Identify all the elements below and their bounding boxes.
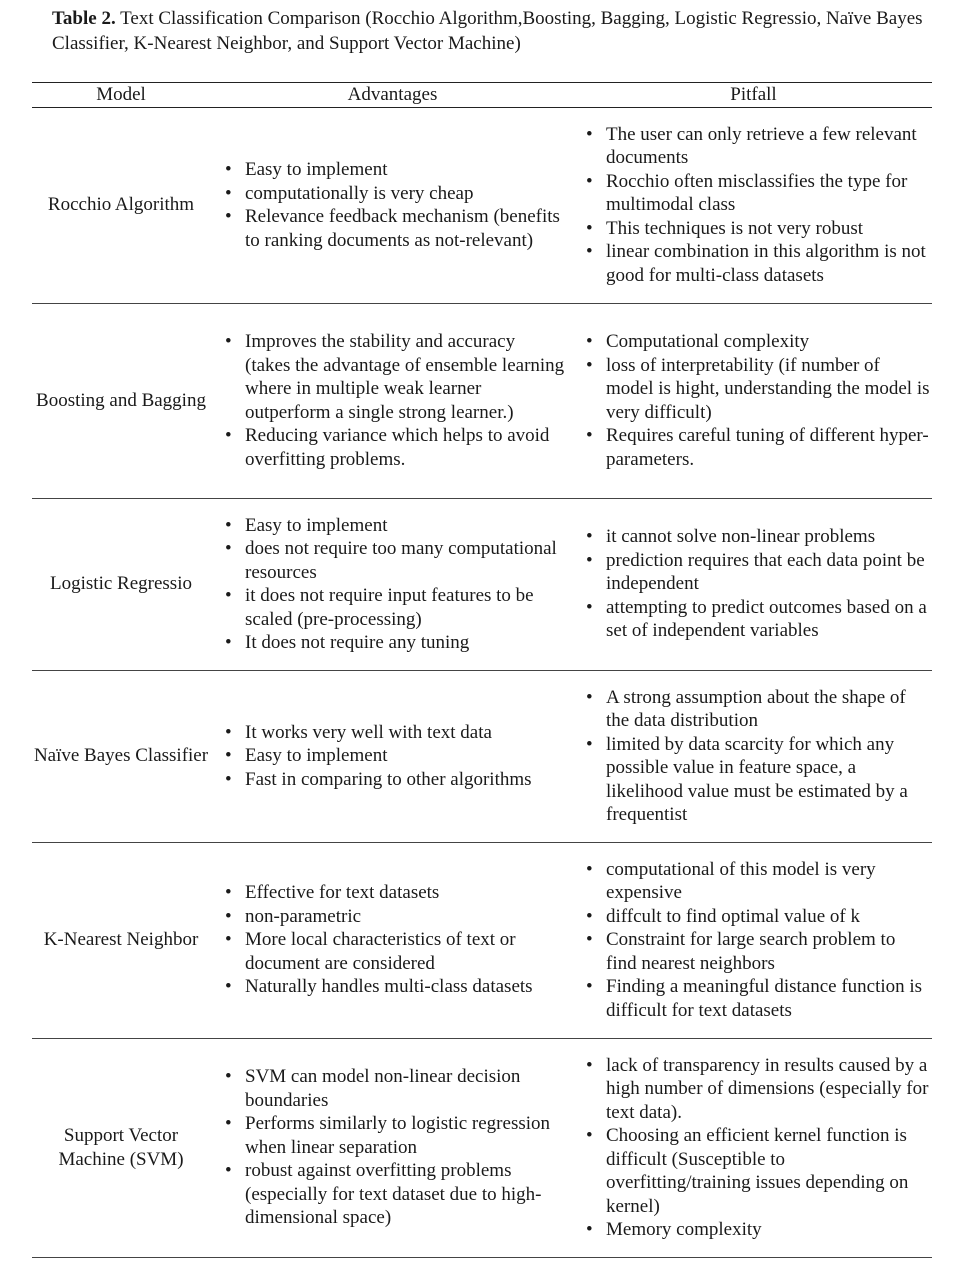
advantages-list	[210, 158, 575, 252]
table-row	[32, 1038, 932, 1257]
advantage-item: • More local characteristics of text or document are considered	[210, 928, 575, 975]
pitfalls-list	[575, 525, 932, 643]
pitfalls-list	[575, 123, 932, 288]
advantages-list	[210, 721, 575, 792]
advantage-item: • robust against overfitting problems (especially for text dataset due to high-dimensional space)	[210, 1159, 575, 1230]
caption-label: Table 2.	[52, 8, 116, 29]
model-cell: Support Vector Machine (SVM)	[32, 1038, 210, 1257]
header-row	[32, 83, 932, 108]
pitfall-item: • Choosing an efficient kernel function is difficult (Susceptible to overfitting/training issues depending on kernel)	[575, 1124, 932, 1218]
pitfall-item: • diffcult to find optimal value of k	[575, 905, 932, 929]
advantages-list	[210, 881, 575, 999]
model-cell: Rocchio Algorithm	[32, 107, 210, 303]
model-cell: Naïve Bayes Classifier	[32, 670, 210, 842]
pitfall-item: • Requires careful tuning of different hyper-parameters.	[575, 424, 932, 471]
table-caption	[52, 6, 932, 56]
header-advantages: Advantages	[210, 83, 575, 108]
pitfall-item: • This techniques is not very robust	[575, 217, 932, 241]
comparison-table	[32, 82, 932, 1258]
advantage-item: • It works very well with text data	[210, 721, 575, 745]
advantage-item: • Improves the stability and accuracy (takes the advantage of ensemble learning where in multiple weak learner outperform a single strong learner.)	[210, 330, 575, 424]
advantage-item: • Easy to implement	[210, 744, 575, 768]
advantages-cell	[210, 842, 575, 1038]
advantages-cell	[210, 107, 575, 303]
model-cell: K-Nearest Neighbor	[32, 842, 210, 1038]
pitfalls-cell	[575, 498, 932, 670]
pitfall-item: • The user can only retrieve a few relevant documents	[575, 123, 932, 170]
pitfall-item: • Rocchio often misclassifies the type for multimodal class	[575, 170, 932, 217]
model-cell: Boosting and Bagging	[32, 303, 210, 498]
table-row	[32, 498, 932, 670]
table-row	[32, 303, 932, 498]
table-row	[32, 670, 932, 842]
header-pitfall: Pitfall	[575, 83, 932, 108]
advantage-item: • SVM can model non-linear decision boundaries	[210, 1065, 575, 1112]
advantage-item: • Performs similarly to logistic regression when linear separation	[210, 1112, 575, 1159]
pitfall-item: • limited by data scarcity for which any possible value in feature space, a likelihood value must be estimated by a frequentist	[575, 733, 932, 827]
pitfall-item: • lack of transparency in results caused by a high number of dimensions (especially for text data).	[575, 1054, 932, 1125]
pitfall-item: • loss of interpretability (if number of model is hight, understanding the model is very difficult)	[575, 354, 932, 425]
pitfalls-cell	[575, 1038, 932, 1257]
advantage-item: • It does not require any tuning	[210, 631, 575, 655]
advantage-item: • Effective for text datasets	[210, 881, 575, 905]
header-model: Model	[32, 83, 210, 108]
pitfalls-cell	[575, 670, 932, 842]
pitfalls-list	[575, 330, 932, 471]
pitfall-item: • linear combination in this algorithm is not good for multi-class datasets	[575, 240, 932, 287]
pitfalls-list	[575, 858, 932, 1023]
pitfall-item: • computational of this model is very expensive	[575, 858, 932, 905]
advantage-item: • Reducing variance which helps to avoid overfitting problems.	[210, 424, 575, 471]
pitfall-item: • Constraint for large search problem to find nearest neighbors	[575, 928, 932, 975]
advantage-item: • Naturally handles multi-class datasets	[210, 975, 575, 999]
pitfall-item: • Memory complexity	[575, 1218, 932, 1242]
caption-text: Text Classification Comparison (Rocchio Algorithm,Boosting, Bagging, Logistic Regressio, Naïve Bayes Classifier, K-Nearest Neighbor, and Support Vector Machine)	[52, 8, 923, 54]
pitfall-item: • it cannot solve non-linear problems	[575, 525, 932, 549]
advantages-cell	[210, 1038, 575, 1257]
pitfall-item: • prediction requires that each data point be independent	[575, 549, 932, 596]
table-row	[32, 842, 932, 1038]
advantages-cell	[210, 498, 575, 670]
advantage-item: • it does not require input features to be scaled (pre-processing)	[210, 584, 575, 631]
advantage-item: • computationally is very cheap	[210, 182, 575, 206]
advantages-list	[210, 330, 575, 471]
pitfall-item: • A strong assumption about the shape of the data distribution	[575, 686, 932, 733]
advantage-item: • does not require too many computational resources	[210, 537, 575, 584]
pitfalls-cell	[575, 107, 932, 303]
advantage-item: • Fast in comparing to other algorithms	[210, 768, 575, 792]
advantage-item: • Easy to implement	[210, 514, 575, 538]
pitfalls-list	[575, 1054, 932, 1242]
advantage-item: • Relevance feedback mechanism (benefits to ranking documents as not-relevant)	[210, 205, 575, 252]
advantages-list	[210, 514, 575, 655]
pitfalls-cell	[575, 303, 932, 498]
pitfalls-list	[575, 686, 932, 827]
table-row	[32, 107, 932, 303]
advantage-item: • non-parametric	[210, 905, 575, 929]
pitfalls-cell	[575, 842, 932, 1038]
pitfall-item: • Computational complexity	[575, 330, 932, 354]
advantage-item: • Easy to implement	[210, 158, 575, 182]
advantages-cell	[210, 303, 575, 498]
model-cell: Logistic Regressio	[32, 498, 210, 670]
pitfall-item: • Finding a meaningful distance function is difficult for text datasets	[575, 975, 932, 1022]
pitfall-item: • attempting to predict outcomes based on a set of independent variables	[575, 596, 932, 643]
advantages-list	[210, 1065, 575, 1230]
advantages-cell	[210, 670, 575, 842]
